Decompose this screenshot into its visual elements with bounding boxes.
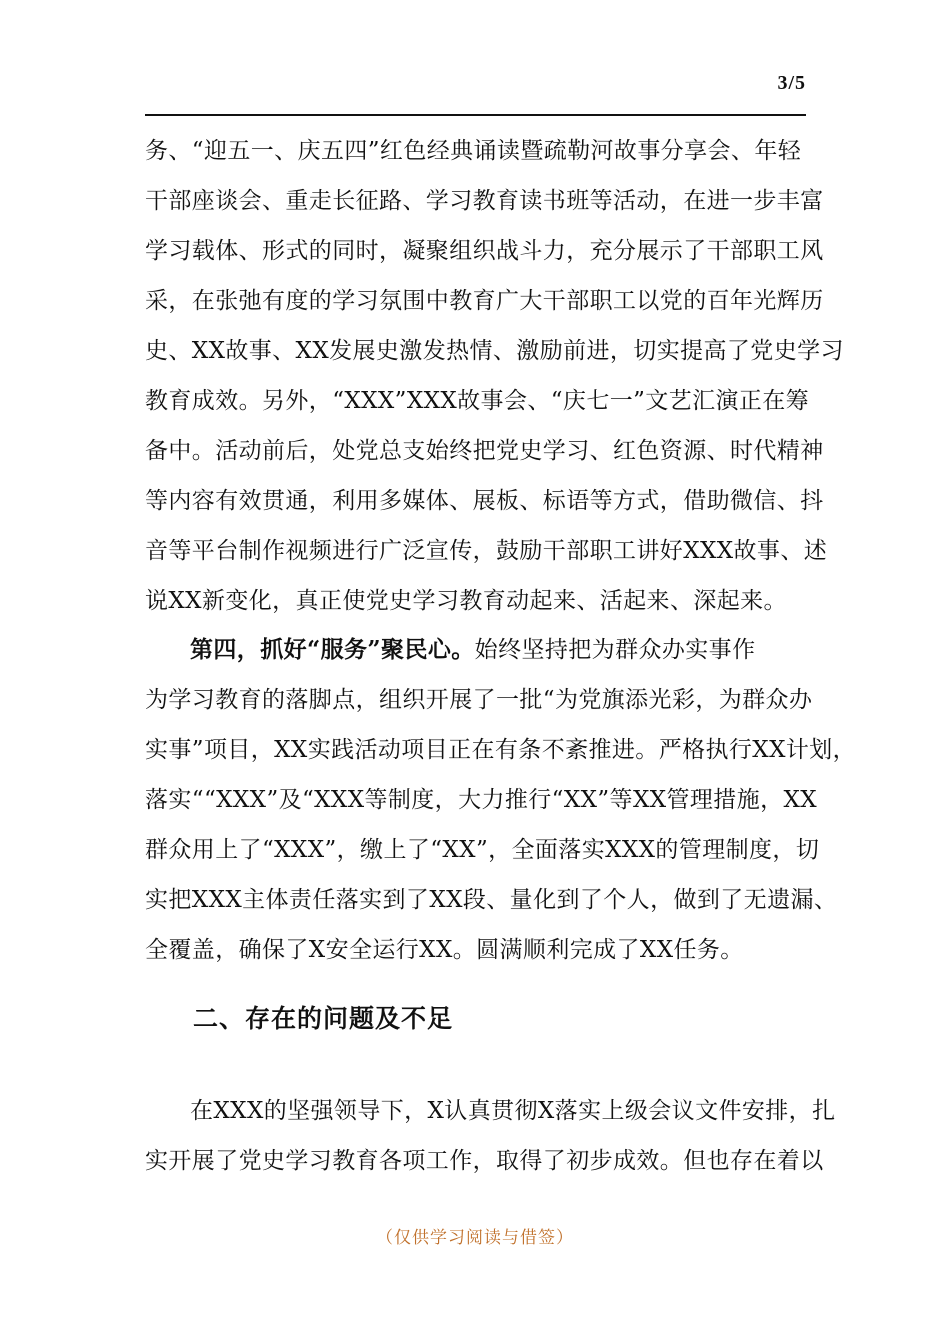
page-number: 3/5 [777,72,806,94]
section-heading: 二、存在的问题及不足 [193,1004,454,1033]
body-line: 等内容有效贯通，利用多媒体、展板、标语等方式，借助微信、抖 [145,488,824,514]
fourth-point-first-line [190,635,862,665]
body-line: 采，在张弛有度的学习氛围中教育广大干部职工以党的百年光辉历 [145,288,824,314]
fourth-point-lead: 第四，抓好“服务”聚民心。 [190,636,475,663]
body-line: 教育成效。另外，“XXX”XXX故事会、“庆七一”文艺汇演正在筹 [145,388,810,414]
body-line: 干部座谈会、重走长征路、学习教育读书班等活动，在进一步丰富 [145,188,824,214]
body-line: 务、“迎五一、庆五四”红色经典诵读暨疏勒河故事分享会、年轻 [145,138,802,164]
body-line: 备中。活动前后，处党总支始终把党史学习、红色资源、时代精神 [145,438,824,464]
body-line: 群众用上了“XXX”，缴上了“XX”，全面落实XXX的管理制度，切 [145,837,820,863]
body-line: 学习载体、形式的同时，凝聚组织战斗力，充分展示了干部职工风 [145,238,824,264]
body-line: 实事”项目，XX实践活动项目正在有条不紊推进。严格执行XX计划， [145,737,857,763]
body-line: 说XX新变化，真正使党史学习教育动起来、活起来、深起来。 [145,588,787,614]
body-line: 为学习教育的落脚点，组织开展了一批“为党旗添光彩，为群众办 [145,687,813,713]
footer-note: （仅供学习阅读与借签） [376,1228,574,1248]
body-line: 史、XX故事、XX发展史激发热情、激励前进，切实提高了党史学习 [145,338,844,364]
body-line: 落实““XXX”及“XXX等制度，大力推行“XX”等XX管理措施，XX [145,787,818,813]
body-line: 音等平台制作视频进行广泛宣传，鼓励干部职工讲好XXX故事、述 [145,538,828,564]
body-line: 全覆盖，确保了X安全运行XX。圆满顺利完成了XX任务。 [145,937,744,963]
body-line: 实开展了党史学习教育各项工作，取得了初步成效。但也存在着以 [145,1148,824,1174]
body-line: 实把XXX主体责任落实到了XX段、量化到了个人，做到了无遗漏、 [145,887,838,913]
body-line: 在XXX的坚强领导下，X认真贯彻X落实上级会议文件安排，扎 [190,1098,836,1124]
fourth-point-first-line-rest: 始终坚持把为群众办实事作 [474,637,756,663]
header-rule [145,114,806,116]
